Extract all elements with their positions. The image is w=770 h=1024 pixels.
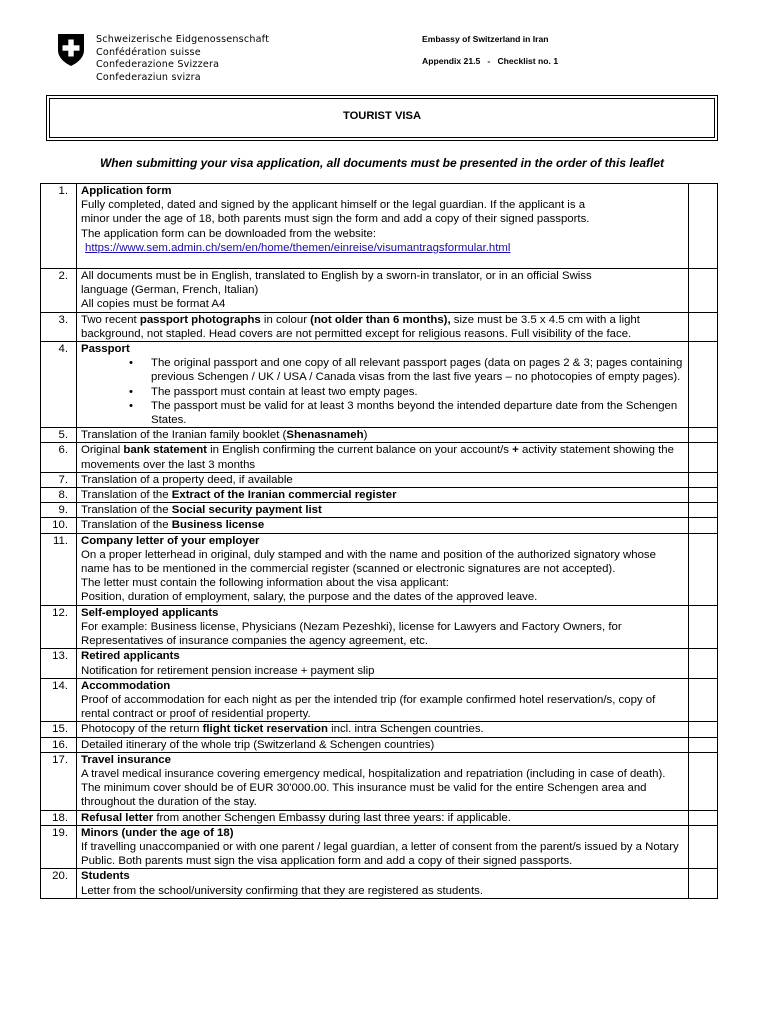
item-number: 8. bbox=[41, 488, 77, 503]
checklist-table bbox=[40, 183, 718, 899]
item-content bbox=[77, 518, 689, 533]
item-bold-text: Extract of the Iranian commercial register bbox=[171, 489, 397, 502]
checklist-row bbox=[41, 269, 718, 313]
check-box[interactable] bbox=[689, 678, 718, 722]
item-text: in English confirming the current balance on your account/s bbox=[206, 444, 513, 457]
checklist-row bbox=[41, 488, 718, 503]
check-box[interactable] bbox=[689, 810, 718, 825]
item-line: On a proper letterhead in original, duly stamped and with the name and position of the authorized signatory whose name has to be mentioned in the commercial register (scanned or electronic signatures are not accepted). bbox=[81, 548, 656, 576]
bullet-item: • The original passport and one copy of all relevant passport pages (data on pages 2 & 3; pages containing previous Schengen / UK / USA / Canada visas from the last five years – no photocopies of empty pages). bbox=[81, 356, 685, 384]
item-number: 16. bbox=[41, 737, 77, 752]
check-box[interactable] bbox=[689, 488, 718, 503]
item-bold-text: + bbox=[512, 444, 519, 457]
item-line: language (German, French, Italian) bbox=[81, 284, 259, 297]
item-number: 7. bbox=[41, 472, 77, 487]
item-text: activity statement showing the movements over the last 3 months bbox=[81, 444, 674, 471]
item-heading: Passport bbox=[81, 343, 130, 356]
check-box[interactable] bbox=[689, 722, 718, 737]
item-content bbox=[77, 472, 689, 487]
item-content bbox=[77, 184, 689, 269]
item-text: Translation of a property deed, if available bbox=[81, 473, 293, 486]
check-box[interactable] bbox=[689, 184, 718, 269]
item-line: Letter from the school/university confirming that they are registered as students. bbox=[81, 884, 484, 897]
checklist-row bbox=[41, 722, 718, 737]
item-line: The application form can be downloaded from the website: bbox=[81, 227, 377, 240]
item-number: 12. bbox=[41, 605, 77, 649]
checklist-row bbox=[41, 869, 718, 898]
item-number: 5. bbox=[41, 428, 77, 443]
item-number: 6. bbox=[41, 443, 77, 472]
item-content bbox=[77, 825, 689, 869]
item-line: For example: Business license, Physicians (Nezam Pezeshki), license for Lawyers and Factory Owners, for Representatives of insurance companies the agency agreement, etc. bbox=[81, 620, 622, 648]
item-content bbox=[77, 443, 689, 472]
title-box bbox=[46, 95, 718, 141]
check-box[interactable] bbox=[689, 428, 718, 443]
checklist-row bbox=[41, 825, 718, 869]
checklist-row bbox=[41, 428, 718, 443]
bullet-item: • The passport must be valid for at least 3 months beyond the intended departure date from the Schengen States. bbox=[81, 399, 685, 427]
check-box[interactable] bbox=[689, 825, 718, 869]
item-content bbox=[77, 722, 689, 737]
check-box[interactable] bbox=[689, 649, 718, 678]
checklist-row bbox=[41, 533, 718, 605]
item-heading: Students bbox=[81, 870, 130, 883]
check-box[interactable] bbox=[689, 869, 718, 898]
check-box[interactable] bbox=[689, 342, 718, 428]
item-content bbox=[77, 533, 689, 605]
item-text: Original bbox=[81, 444, 124, 457]
item-line: Position, duration of employment, salary, the purpose and the dates of the approved leave. bbox=[81, 591, 538, 604]
item-number: 15. bbox=[41, 722, 77, 737]
item-content bbox=[77, 605, 689, 649]
item-bold-text: Shenasnameh bbox=[286, 429, 364, 442]
item-text: in colour bbox=[260, 313, 311, 326]
page-title: TOURIST VISA bbox=[342, 110, 422, 122]
item-number: 10. bbox=[41, 518, 77, 533]
item-content bbox=[77, 269, 689, 313]
item-line: All documents must be in English, translated to English by a sworn-in translator, or in an official Swiss bbox=[81, 270, 592, 283]
appendix-label: Appendix 21.5 - Checklist no. 1 bbox=[422, 56, 559, 66]
item-content bbox=[77, 737, 689, 752]
item-number: 14. bbox=[41, 678, 77, 722]
bullet-item: • The passport must contain at least two empty pages. bbox=[81, 385, 685, 399]
confederation-line: Confédération suisse bbox=[96, 46, 201, 58]
confederation-line: Confederaziun svizra bbox=[96, 72, 201, 84]
check-box[interactable] bbox=[689, 737, 718, 752]
item-line: The letter must contain the following information about the visa applicant: bbox=[81, 577, 449, 590]
check-box[interactable] bbox=[689, 443, 718, 472]
item-bold-text: passport photographs bbox=[139, 313, 261, 326]
item-bold-text: Social security payment list bbox=[171, 504, 322, 517]
item-bold-text: (not older than 6 months), bbox=[310, 313, 451, 326]
item-heading: Self-employed applicants bbox=[81, 606, 219, 619]
application-form-link[interactable]: https://www.sem.admin.ch/sem/en/home/themen/einreise/visumantragsformular.html bbox=[85, 241, 511, 254]
item-content bbox=[77, 810, 689, 825]
intro-text: When submitting your visa application, all documents must be presented in the order of this leaflet bbox=[99, 156, 665, 170]
item-text: Translation of the Iranian family booklet ( bbox=[81, 429, 287, 442]
item-text: from another Schengen Embassy during last three years: if applicable. bbox=[153, 811, 511, 824]
item-text: ) bbox=[363, 429, 368, 442]
item-line: minor under the age of 18, both parents must sign the form and add a copy of their signed passports. bbox=[81, 213, 590, 226]
confederation-line: Confederazione Svizzera bbox=[96, 59, 220, 71]
checklist-row bbox=[41, 678, 718, 722]
item-number: 19. bbox=[41, 825, 77, 869]
item-number: 11. bbox=[41, 533, 77, 605]
item-bold-text: flight ticket reservation bbox=[202, 723, 328, 736]
item-bold-text: Business license bbox=[171, 519, 265, 532]
checklist-row bbox=[41, 472, 718, 487]
checklist-row bbox=[41, 184, 718, 269]
check-box[interactable] bbox=[689, 503, 718, 518]
item-number: 3. bbox=[41, 312, 77, 341]
item-content bbox=[77, 869, 689, 898]
item-content bbox=[77, 342, 689, 428]
item-text: Translation of the bbox=[81, 519, 172, 532]
item-number: 20. bbox=[41, 869, 77, 898]
item-content bbox=[77, 752, 689, 810]
item-text: Photocopy of the return bbox=[81, 723, 203, 736]
confederation-names bbox=[96, 34, 269, 85]
item-line: Fully completed, dated and signed by the applicant himself or the legal guardian. If the applicant is a bbox=[81, 199, 586, 212]
checklist-row bbox=[41, 752, 718, 810]
checklist-row bbox=[41, 312, 718, 341]
item-content bbox=[77, 649, 689, 678]
item-heading: Accommodation bbox=[81, 679, 171, 692]
check-box[interactable] bbox=[689, 269, 718, 313]
item-heading: Minors (under the age of 18) bbox=[81, 826, 234, 839]
item-text: Translation of the bbox=[81, 489, 172, 502]
item-bold-text: bank statement bbox=[123, 444, 207, 457]
item-heading: Company letter of your employer bbox=[81, 534, 260, 547]
checklist-row bbox=[41, 737, 718, 752]
swiss-coat-of-arms-logo bbox=[56, 33, 86, 67]
item-line: Notification for retirement pension increase + payment slip bbox=[81, 664, 375, 677]
confederation-line: Schweizerische Eidgenossenschaft bbox=[96, 34, 270, 45]
check-box[interactable] bbox=[689, 472, 718, 487]
item-number: 1. bbox=[41, 184, 77, 269]
checklist-row bbox=[41, 518, 718, 533]
checklist-row bbox=[41, 342, 718, 428]
item-line: All copies must be format A4 bbox=[81, 298, 226, 311]
item-number: 13. bbox=[41, 649, 77, 678]
item-text: Translation of the bbox=[81, 504, 172, 517]
passport-bullet-list bbox=[81, 356, 685, 427]
item-number: 2. bbox=[41, 269, 77, 313]
item-line: Proof of accommodation for each night as per the intended trip (for example confirmed hotel reservation/s, copy of rental contract or proof of residential property. bbox=[81, 693, 656, 721]
item-text: incl. intra Schengen countries. bbox=[327, 723, 484, 736]
item-line: If travelling unaccompanied or with one parent / legal guardian, a letter of consent from the parent/s issued by a Notary Public. Both parents must sign the visa application form and add a copy of their signed passports. bbox=[81, 840, 679, 868]
item-bold-text: Refusal letter bbox=[81, 811, 154, 824]
checklist-row bbox=[41, 443, 718, 472]
check-box[interactable] bbox=[689, 752, 718, 810]
check-box[interactable] bbox=[689, 312, 718, 341]
item-content bbox=[77, 503, 689, 518]
check-box[interactable] bbox=[689, 518, 718, 533]
item-line: A travel medical insurance covering emergency medical, hospitalization and repatriation (including in case of death). The minimum cover should be of EUR 30'000.00. This insurance must be valid for the entire Schengen area and throughout the duration of the stay. bbox=[81, 767, 666, 809]
item-text: Detailed itinerary of the whole trip (Switzerland & Schengen countries) bbox=[81, 738, 435, 751]
checklist-row bbox=[41, 503, 718, 518]
item-text: size must be 3.5 x 4.5 cm with a light background, not stapled. Head covers are not permitted except for religious reasons. Full visibility of the face. bbox=[81, 313, 640, 340]
item-number: 17. bbox=[41, 752, 77, 810]
item-content bbox=[77, 678, 689, 722]
checklist-row bbox=[41, 649, 718, 678]
item-heading: Application form bbox=[81, 185, 172, 197]
item-number: 9. bbox=[41, 503, 77, 518]
embassy-name: Embassy of Switzerland in Iran bbox=[422, 34, 549, 44]
item-number: 4. bbox=[41, 342, 77, 428]
checklist-row bbox=[41, 605, 718, 649]
check-box[interactable] bbox=[689, 533, 718, 605]
item-content bbox=[77, 312, 689, 341]
item-content bbox=[77, 488, 689, 503]
check-box[interactable] bbox=[689, 605, 718, 649]
item-text: Two recent bbox=[81, 313, 140, 326]
item-content bbox=[77, 428, 689, 443]
item-number: 18. bbox=[41, 810, 77, 825]
checklist-row bbox=[41, 810, 718, 825]
item-heading: Travel insurance bbox=[81, 753, 171, 766]
item-heading: Retired applicants bbox=[81, 650, 180, 663]
